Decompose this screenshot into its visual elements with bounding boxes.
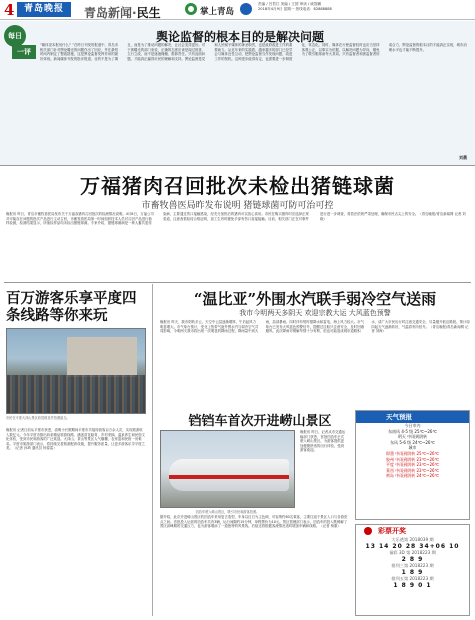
forecast-line: 黄岛 中雨到阴转 24℃~26℃ — [385, 473, 440, 479]
weather-subheadline: 我市今明两天多阴天 欢迎宗教大运 大风蓝色预警 — [239, 309, 391, 317]
train-side-text: 晚报讯 昨日，记者从市交通运输部门获悉，首批铛铛车正式驶入崂山景区，为游客提供更加便捷舒适的出行体验，受到游客欢迎。 — [300, 430, 346, 453]
column-divider — [152, 284, 153, 616]
forecast-line: 东南风 4-5 级 25℃~26℃ — [388, 428, 437, 434]
travel-photo-caption: 市民在平度大泽山景区欣赏桃花并拍照留念。 — [6, 416, 70, 420]
lottery-label: 排列三第 2018223 期 — [391, 563, 434, 568]
photo-building — [67, 337, 137, 377]
editor-credits: 责编 / 吕君江 美编 / 王国 审读 / 戚智鹏 — [258, 2, 322, 6]
page-number: 4 — [4, 1, 15, 19]
travel-photo — [6, 328, 146, 414]
travel-story-body: 晚报讯 记者日前从平度市获悉，清明小长假期间平度市共接待游客百万余人次，实现旅游收入数亿元。今年平度市推出四条精品旅游线路，涵盖赏花踏青、乡村采摘、温泉养生和民俗文化体验，受到市民和游客的广泛欢迎。大泽山、茶山等景区人气爆棚，农家宴和民宿一房难求。平度市旅游部门表示，将持续完善旅游配套设施，提升服务质量，让更多游客乐享平度之美。（记者 孙琦 通讯员 杨春雷） — [6, 428, 146, 451]
photo-crowd — [7, 375, 145, 413]
section-title — [84, 4, 161, 21]
forecast-line: 今日市内 — [404, 423, 421, 428]
section-divider — [4, 282, 471, 283]
train-story-body: 据介绍，此次开进崂山景区的铛铛车采用复古造型，车身以红白为主色调，可容纳约60名乘客，主要往返于景区入口与各游览点之间。首批投入运营的铛铛车共有3辆，运行间隔约15分钟，单程票价为10元。景区管理部门表示，铛铛车的投入既缓解了景区高峰期的交通压力，也为游客增添了一道独特的风景线。后续还将根据客流情况适时增加车辆和线路。（记者 杨康） — [160, 515, 348, 529]
forecast-line: 莱西 中雨到阴转 23℃~26℃ — [385, 467, 440, 473]
lottery-numbers: 1 8 9 — [401, 569, 424, 576]
forecast-line: 明天 中雨到阴转 — [397, 434, 428, 440]
lottery-numbers: 1 8 9 0 1 — [393, 582, 432, 589]
commentary-tag-top: 每日 — [4, 25, 26, 47]
daily-commentary — [0, 21, 475, 166]
commentary-title: 舆论监督的根本目的是解决问题 — [155, 30, 324, 44]
forecast-line: 即墨 中雨到阴转 25℃~26℃ — [385, 450, 440, 456]
commentary-tag-bottom: 一评 — [12, 45, 36, 59]
main-subheadline: 市畜牧兽医局昨发布说明 猪链球菌可防可治可控 — [141, 201, 334, 211]
section-prefix: 青岛新闻· — [84, 6, 137, 20]
photo-train-stripe — [169, 475, 289, 479]
weather-headline: “温比亚”外围水汽联手弱冷空气送雨 — [193, 290, 437, 308]
header-info — [258, 2, 473, 12]
lottery-label: 排列五第 2018223 期 — [391, 576, 434, 581]
main-headline: 万福猪肉召回批次未检出猪链球菌 — [80, 174, 395, 198]
lottery-label: 福彩 3D 第 2018223 期 — [389, 550, 436, 555]
train-photo — [160, 430, 295, 508]
travel-headline: 百万游客乐享平度四条线路等你来玩 — [6, 290, 137, 324]
section-name: 民生 — [136, 6, 161, 20]
lottery-heading: 彩票开奖 — [356, 525, 469, 537]
date-hotline: 2018年4月9日 星期一 热线电话：82888888 — [258, 7, 332, 11]
commentary-body: “媒体见本报讯什么？”在昨日刊发的报道中，青岛市相关部门针对舆论曝光的问题作出了回应，并在最短时间内制定了整改措施，这是舆论监督发挥作用的最好体现。新闻媒体刊发的批评报道，目的不是为了揭丑，而是为了推动问题的解决，让社会变得更好。对于被曝光的部门来说，正确的态度应该是闻过则喜、立行立改，而不是遮遮掩掩、推卸责任。只有直面问题，才能真正赢得市民的理解和支持。舆论监督是党和人民赋予媒体的神圣职责，也是政府改进工作的重要助力。从近年来的实践看，越来越多的部门已经学会与媒体良性互动，把舆论监督当作发现问题、改进工作的契机。这种进步值得肯定，也需要进一步制度化、常态化。同时，媒体在行使监督权时也应当坚持客观公正，以事实为依据，以解决问题为导向，避免为了吸引眼球而夸大其词。只有监督者和被监督者形成合力，舆论监督的根本目的才能真正实现，城市治理水平也才能不断提升。 — [40, 43, 467, 61]
weather-forecast-box — [355, 410, 470, 520]
page-header — [0, 0, 475, 20]
forecast-line: 城市 — [408, 445, 417, 451]
forecast-heading: 天气预报 — [356, 411, 469, 423]
commentary-signature: 刘晨 — [459, 155, 467, 160]
app-logo-icon — [185, 3, 197, 15]
train-headline: 铛铛车首次开进崂山景区 — [188, 414, 332, 429]
app-logo-text: 掌上青岛 — [200, 7, 235, 17]
newspaper-logo: 青岛晚报 — [17, 2, 71, 17]
qr-badge-icon — [240, 3, 252, 15]
lottery-box — [355, 524, 470, 616]
weather-story-body: 晚报讯 昨天，我市阴转多云，天空中云层逐渐增厚，午后起风力明显增大。市气象台预计，受北上热带气旋外围水汽与弱冷空气共同影响，今明两天我市将出现一次明显的降雨过程，降雨量中到大雨，局部暴雨，同时伴有短时强降水和雷电，海上风力较大。市气象台已发布大风蓝色预警信号，提醒过往船只注意安全，及时回港避风。此次降雨对缓解旱情十分有利，但也可能造成城市道路积水，请广大市民出行时注意交通安全，尽量避开低洼路段。预计周四起天气逐渐转好，气温将有所回升。（青岛晚报/青岛新闻网 记者 刘海） — [160, 320, 470, 334]
lottery-numbers: 13 14 20 28 34+06 10 — [365, 543, 460, 550]
forecast-line: 平度 中雨到阴转 23℃~26℃ — [385, 462, 440, 468]
lottery-label: 大乐透第 2018039 期 — [391, 537, 434, 542]
forecast-line: 胶州 中雨到阴转 23℃~26℃ — [385, 456, 440, 462]
main-story-body: 晚报讯 昨日，青岛市畜牧兽医局发布关于万福冻猪肉召回批次的检测情况说明。4月8日，万福公司对可能存在问题的批次产品进行主动召回，市畜牧兽医局第一时间组织技术人员对召回产品进行抽样检测，检测结果显示，所抽检样品均未检出猪链球菌。专家介绍，猪链球菌病是一种人畜共患传染病，主要通过伤口接触感染，经充分加热后的猪肉可以放心食用。市民在购买猪肉时应选择正规渠道，注意查看检疫合格证明，加工生肉时避免手部有伤口直接接触。目前，相关部门正在对事件进行进一步调查，将依法依规严肃处理，确保市民舌尖上的安全。（青岛晚报/青岛新闻网 记者 刘晓） — [6, 212, 466, 226]
forecast-line: 东风 5-6 级 24℃~26℃ — [390, 439, 435, 445]
lottery-numbers: 2 8 9 — [401, 556, 424, 563]
train-photo-caption: 铛铛车驶入崂山景区，吸引市民和游客拍照。 — [195, 510, 260, 514]
